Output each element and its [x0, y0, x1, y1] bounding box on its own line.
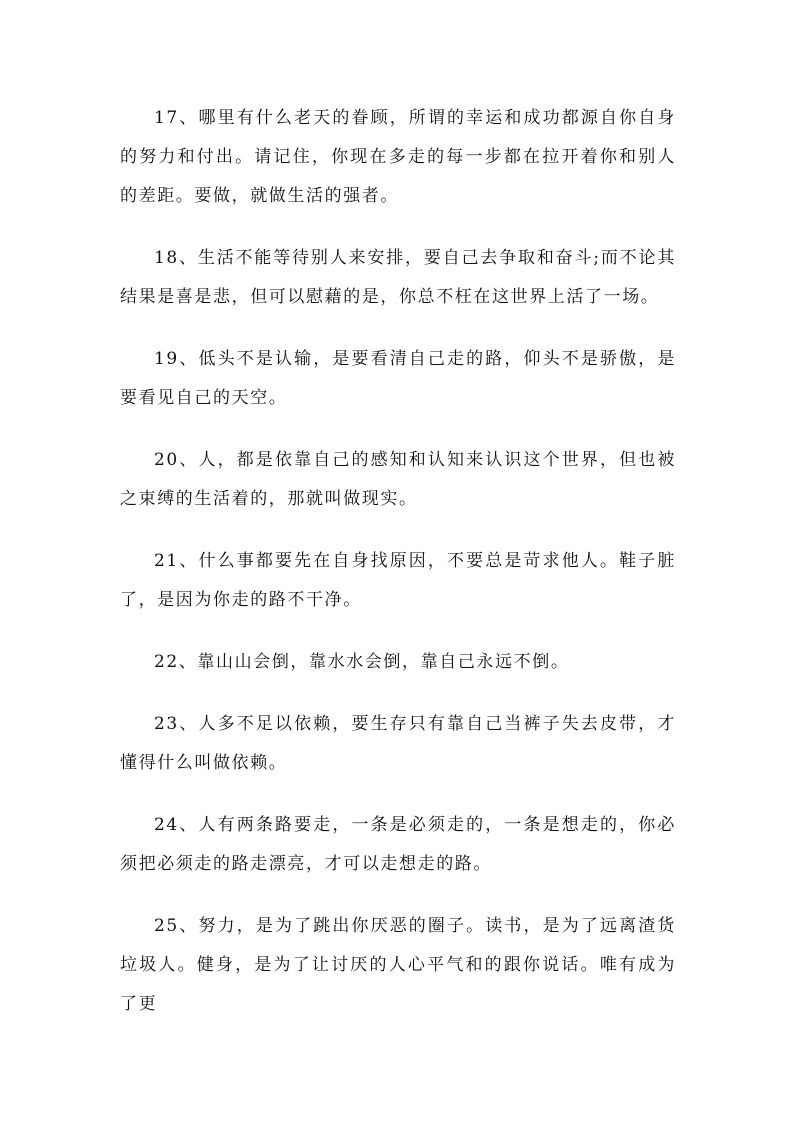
paragraph-18: 18、生活不能等待别人来安排，要自己去争取和奋斗;而不论其结果是喜是悲，但可以慰藉的是，你总不枉在这世界上活了一场。	[120, 248, 676, 307]
paragraph-17: 17、哪里有什么老天的眷顾，所谓的幸运和成功都源自你自身的努力和付出。请记住，你现在多走的每一步都在拉开着你和别人的差距。要做，就做生活的强者。	[120, 108, 676, 206]
paragraph-19: 19、低头不是认输，是要看清自己走的路，仰头不是骄傲，是要看见自己的天空。	[120, 349, 676, 408]
paragraph-23: 23、人多不足以依赖，要生存只有靠自己当裤子失去皮带，才懂得什么叫做依赖。	[120, 714, 676, 773]
paragraph-21: 21、什么事都要先在自身找原因，不要总是苛求他人。鞋子脏了，是因为你走的路不干净。	[120, 551, 676, 610]
document-body	[120, 99, 676, 1047]
paragraph-25: 25、努力，是为了跳出你厌恶的圈子。读书，是为了远离渣货垃圾人。健身，是为了让讨厌的人心平气和的跟你说话。唯有成为了更	[120, 916, 676, 1014]
paragraph-20: 20、人，都是依靠自己的感知和认知来认识这个世界，但也被之束缚的生活着的，那就叫做现实。	[120, 450, 676, 509]
paragraph-24: 24、人有两条路要走，一条是必须走的，一条是想走的，你必须把必须走的路走漂亮，才可以走想走的路。	[120, 815, 676, 874]
paragraph-22: 22、靠山山会倒，靠水水会倒，靠自己永远不倒。	[154, 652, 570, 672]
